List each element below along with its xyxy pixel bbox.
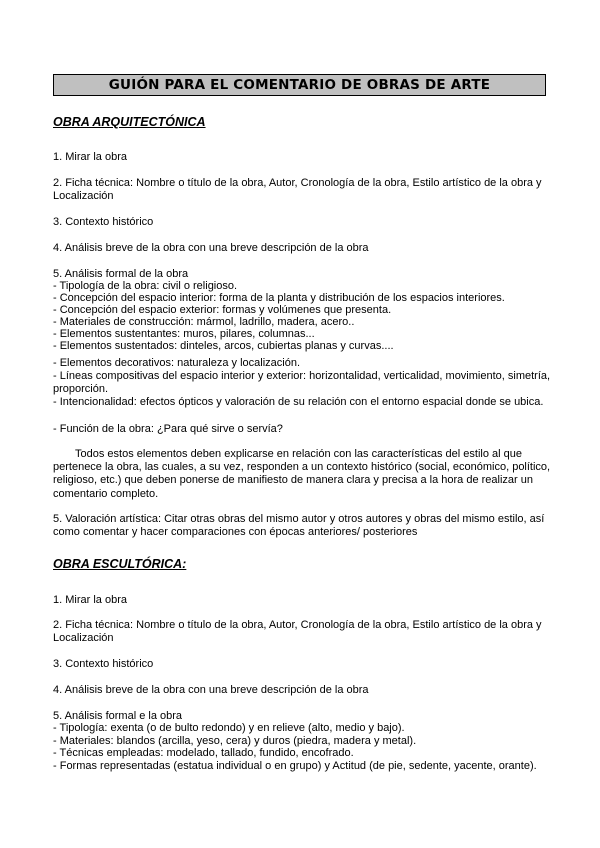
arq-list-item: - Elementos sustentados: dinteles, arcos, cubiertas planas y curvas.... <box>53 340 394 352</box>
esc-list-item: - Formas representadas (estatua individual o en grupo) y Actitud (de pie, sedente, yacente, orante). <box>53 760 537 772</box>
arq-funcion: - Función de la obra: ¿Para qué sirve o servía? <box>53 423 283 435</box>
arq-item-2: 2. Ficha técnica: Nombre o título de la obra, Autor, Cronología de la obra, Estilo artístico de la obra y Localización <box>53 177 542 203</box>
document-title: GUIÓN PARA EL COMENTARIO DE OBRAS DE ARTE <box>53 74 546 96</box>
arq-list-item: - Concepción del espacio exterior: formas y volúmenes que presenta. <box>53 304 392 316</box>
arq-list-item: - Tipología de la obra: civil o religioso. <box>53 280 238 292</box>
arq-list-item: - Elementos sustentantes: muros, pilares, columnas... <box>53 328 315 340</box>
esc-item-4: 4. Análisis breve de la obra con una breve descripción de la obra <box>53 684 369 696</box>
arq-list-item: - Materiales de construcción: mármol, ladrillo, madera, acero.. <box>53 316 355 328</box>
arq-lineas-compositivas: - Líneas compositivas del espacio interior y exterior: horizontalidad, verticalidad, movimiento, simetría, proporción. <box>53 370 551 396</box>
arq-intencionalidad: - Intencionalidad: efectos ópticos y valoración de su relación con el entorno espacial donde se ubica. <box>53 396 544 408</box>
section-heading-arquitectonica: OBRA ARQUITECTÓNICA <box>53 115 206 129</box>
esc-list-item: - Tipología: exenta (o de bulto redondo) y en relieve (alto, medio y bajo). <box>53 722 405 734</box>
esc-list-item: - Técnicas empleadas: modelado, tallado, fundido, encofrado. <box>53 747 354 759</box>
arq-item-5-title: 5. Análisis formal de la obra <box>53 268 189 280</box>
arq-summary-paragraph: Todos estos elementos deben explicarse en relación con las características del estilo al que pertenece la obra, las cuales, a su vez, responden a un contexto histórico (social, económico, político, religioso, etc.) que deben ponerse de manifiesto de manera clara y precisa a la hora de realizar un comentario completo. <box>53 448 551 500</box>
esc-item-5-title: 5. Análisis formal e la obra <box>53 710 183 722</box>
esc-item-2: 2. Ficha técnica: Nombre o título de la obra, Autor, Cronología de la obra, Estilo artístico de la obra y Localización <box>53 619 542 645</box>
arq-item-3: 3. Contexto histórico <box>53 216 154 228</box>
arq-list-item: - Elementos decorativos: naturaleza y localización. <box>53 357 301 369</box>
esc-item-1: 1. Mirar la obra <box>53 594 127 606</box>
arq-item-4: 4. Análisis breve de la obra con una breve descripción de la obra <box>53 242 369 254</box>
esc-item-3: 3. Contexto histórico <box>53 658 154 670</box>
arq-item-1: 1. Mirar la obra <box>53 151 127 163</box>
arq-valoracion-artistica: 5. Valoración artística: Citar otras obras del mismo autor y otros autores y obras del mismo estilo, así como comentar y hacer comparaciones con épocas anteriores/ posteriores <box>53 513 545 539</box>
arq-list-item: - Concepción del espacio interior: forma de la planta y distribución de los espacios interiores. <box>53 292 505 304</box>
section-heading-escultorica: OBRA ESCULTÓRICA: <box>53 557 187 571</box>
esc-list-item: - Materiales: blandos (arcilla, yeso, cera) y duros (piedra, madera y metal). <box>53 735 417 747</box>
